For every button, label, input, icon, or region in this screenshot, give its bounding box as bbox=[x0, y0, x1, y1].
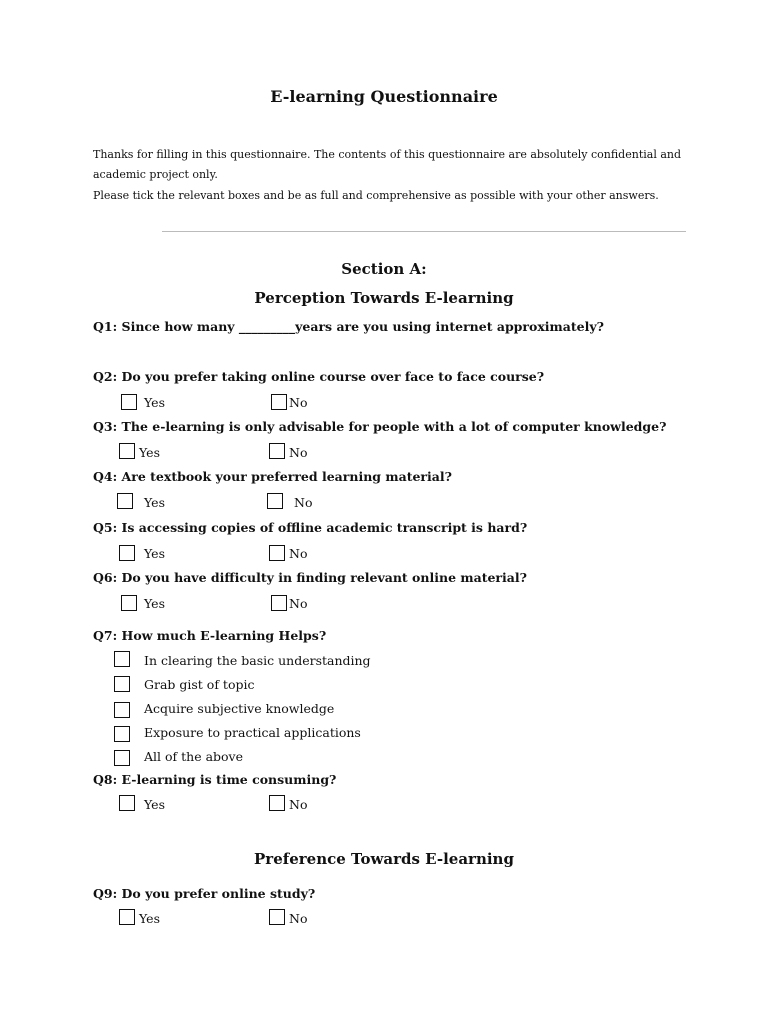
q3-yes-checkbox[interactable] bbox=[119, 443, 135, 459]
q2-yes-label: Yes bbox=[144, 395, 165, 410]
divider-line bbox=[162, 231, 686, 232]
q4-no-label: No bbox=[294, 495, 313, 510]
q4-yes-label: Yes bbox=[144, 495, 165, 510]
q7-option-3-checkbox[interactable] bbox=[114, 702, 130, 718]
q6-no-checkbox[interactable] bbox=[271, 595, 287, 611]
intro-line-1: Thanks for filling in this questionnaire. The contents of this questionnaire are absolutely confidential and bbox=[93, 148, 682, 161]
q5-yes-checkbox[interactable] bbox=[119, 545, 135, 561]
question-6: Q6: Do you have difficulty in finding relevant online material? bbox=[93, 570, 527, 585]
q7-option-1-checkbox[interactable] bbox=[114, 651, 130, 667]
intro-line-3: Please tick the relevant boxes and be as full and comprehensive as possible with your other answers. bbox=[93, 189, 659, 202]
q8-no-checkbox[interactable] bbox=[269, 795, 285, 811]
question-7: Q7: How much E-learning Helps? bbox=[93, 628, 327, 643]
question-1: Q1: Since how many _________years are you using internet approximately? bbox=[93, 319, 604, 334]
q3-yes-label: Yes bbox=[139, 445, 160, 460]
q8-yes-checkbox[interactable] bbox=[119, 795, 135, 811]
q7-option-4-label: Exposure to practical applications bbox=[144, 725, 361, 740]
q7-option-2-label: Grab gist of topic bbox=[144, 677, 255, 692]
q7-option-5-label: All of the above bbox=[144, 749, 244, 764]
q8-no-label: No bbox=[289, 797, 308, 812]
q9-yes-label: Yes bbox=[139, 911, 160, 926]
q7-option-2-checkbox[interactable] bbox=[114, 676, 130, 692]
intro-line-2: academic project only. bbox=[93, 168, 218, 181]
q9-no-checkbox[interactable] bbox=[269, 909, 285, 925]
section-a-heading: Section A: bbox=[341, 260, 427, 278]
q2-no-label: No bbox=[289, 395, 308, 410]
section-a-subheading: Perception Towards E-learning bbox=[254, 289, 514, 307]
q2-yes-checkbox[interactable] bbox=[121, 394, 137, 410]
q9-yes-checkbox[interactable] bbox=[119, 909, 135, 925]
q2-no-checkbox[interactable] bbox=[271, 394, 287, 410]
question-2: Q2: Do you prefer taking online course over face to face course? bbox=[93, 369, 545, 384]
question-3: Q3: The e-learning is only advisable for people with a lot of computer knowledge? bbox=[93, 419, 667, 434]
q4-no-checkbox[interactable] bbox=[267, 493, 283, 509]
q6-yes-checkbox[interactable] bbox=[121, 595, 137, 611]
q3-no-label: No bbox=[289, 445, 308, 460]
document-title: E-learning Questionnaire bbox=[270, 87, 498, 106]
question-4: Q4: Are textbook your preferred learning material? bbox=[93, 469, 452, 484]
q4-yes-checkbox[interactable] bbox=[117, 493, 133, 509]
q3-no-checkbox[interactable] bbox=[269, 443, 285, 459]
q5-no-checkbox[interactable] bbox=[269, 545, 285, 561]
q7-option-3-label: Acquire subjective knowledge bbox=[144, 701, 335, 716]
q7-option-5-checkbox[interactable] bbox=[114, 750, 130, 766]
q6-no-label: No bbox=[289, 596, 308, 611]
question-9: Q9: Do you prefer online study? bbox=[93, 886, 316, 901]
question-8: Q8: E-learning is time consuming? bbox=[93, 772, 337, 787]
q9-no-label: No bbox=[289, 911, 308, 926]
q6-yes-label: Yes bbox=[144, 596, 165, 611]
q8-yes-label: Yes bbox=[144, 797, 165, 812]
q5-no-label: No bbox=[289, 546, 308, 561]
question-5: Q5: Is accessing copies of offline academic transcript is hard? bbox=[93, 520, 528, 535]
q7-option-4-checkbox[interactable] bbox=[114, 726, 130, 742]
q7-option-1-label: In clearing the basic understanding bbox=[144, 653, 371, 668]
section-preference-subheading: Preference Towards E-learning bbox=[254, 850, 514, 868]
q5-yes-label: Yes bbox=[144, 546, 165, 561]
